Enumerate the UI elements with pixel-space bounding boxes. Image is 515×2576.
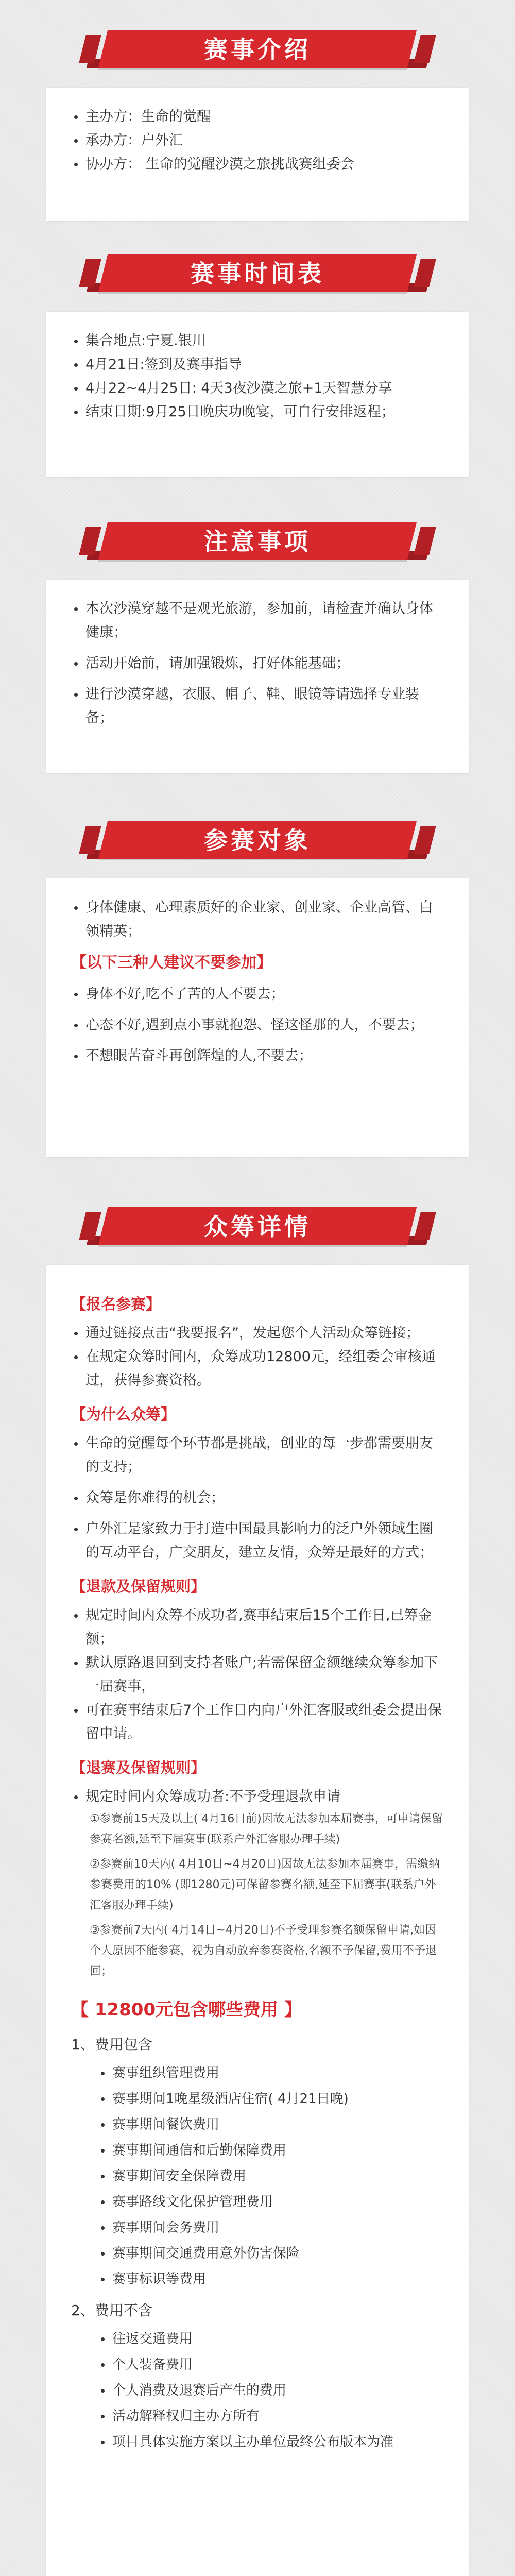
list-item: 身体健康、心理素质好的企业家、创业家、企业高管、白领精英； [71, 896, 444, 943]
list-item: 活动开始前，请加强锻炼，打好体能基础； [71, 652, 444, 675]
fee-item: 个人消费及退赛后产生的费用 [71, 2378, 444, 2403]
list-item: 规定时间内众筹成功者:不予受理退款申请 [71, 1785, 444, 1809]
list-item: 本次沙漠穿越不是观光旅游，参加前，请检查并确认身体健康； [71, 597, 444, 645]
fee-item: 赛事路线文化保护管理费用 [71, 2189, 444, 2215]
fee-item: 赛事期间交通费用意外伤害保险 [71, 2241, 444, 2266]
section-title: 赛事介绍 [204, 36, 311, 63]
included-label: 1、费用包含 [71, 2036, 152, 2053]
withdraw-note: ②参赛前10天内( 4月10日~4月20日)因故无法参加本届赛事，需缴纳参赛费用的10% (即1280元)可保留参赛名额,延至下届赛事(联系户外汇客服办理手续) [90, 1858, 440, 1912]
crowdfund-card [46, 1265, 469, 2576]
fee-heading: 【 12800元包含哪些费用 】 [71, 1999, 302, 2020]
list-item: 规定时间内众筹不成功者,赛事结束后15个工作日,已筹金额； [71, 1604, 444, 1651]
section-title: 注意事项 [204, 528, 311, 555]
list-item: 不想眼苦奋斗再创辉煌的人,不要去； [71, 1044, 444, 1068]
withdraw-note: ③参赛前7天内( 4月14日~4月20日)不予受理参赛名额保留申请,如因个人原因不能参赛，视为自动放弃参赛资格,名额不予保留,费用不予退回； [90, 1924, 437, 1978]
section-header-intro [0, 21, 515, 77]
list-item: 承办方：户外汇 [71, 129, 444, 152]
list-item: 进行沙漠穿越，衣服、帽子、鞋、眼镜等请选择专业装备； [71, 683, 444, 730]
subheading-withdraw: 【退赛及保留规则】 [71, 1759, 206, 1776]
subheading-refund: 【退款及保留规则】 [71, 1578, 206, 1595]
list-item: 默认原路退回到支持者账户;若需保留金额继续众筹参加下一届赛事， [71, 1651, 444, 1699]
intro-card [46, 88, 469, 221]
schedule-card [46, 312, 469, 477]
section-title: 赛事时间表 [191, 260, 324, 287]
fee-item: 个人装备费用 [71, 2352, 444, 2378]
list-item: 身体不好,吃不了苦的人不要去； [71, 982, 444, 1006]
fee-item: 活动解释权归主办方所有 [71, 2403, 444, 2429]
list-item: 户外汇是家致力于打造中国最具影响力的泛户外领域生圈的互动平台，广交朋友，建立友情，众筹是最好的方式； [71, 1517, 444, 1565]
fee-item: 赛事期间安全保障费用 [71, 2163, 444, 2189]
list-item: 众筹是你难得的机会； [71, 1486, 444, 1510]
subheading-signup: 【报名参赛】 [71, 1295, 161, 1313]
list-item: 4月22~4月25日: 4天3夜沙漠之旅+1天智慧分享 [71, 377, 444, 400]
fee-item: 项目具体实施方案以主办单位最终公布版本为准 [71, 2429, 444, 2455]
fee-item: 赛事组织管理费用 [71, 2060, 444, 2086]
list-item: 结束日期:9月25日晚庆功晚宴，可自行安排返程； [71, 400, 444, 424]
fee-item: 往返交通费用 [71, 2326, 444, 2352]
section-header-schedule [0, 245, 515, 301]
section-title: 参赛对象 [204, 826, 311, 854]
section-title: 众筹详情 [204, 1213, 311, 1241]
fee-item: 赛事期间通信和后勤保障费用 [71, 2138, 444, 2163]
audience-card [46, 878, 469, 1157]
list-item: 主办方：生命的觉醒 [71, 105, 444, 129]
withdraw-note: ①参赛前15天及以上( 4月16日前)因故无法参加本届赛事，可申请保留参赛名额,延至下届赛事(联系户外汇客服办理手续) [90, 1812, 443, 1846]
warning-heading: 【以下三种人建议不要参加】 [71, 954, 272, 972]
subheading-why: 【为什么众筹】 [71, 1405, 176, 1423]
list-item: 在规定众筹时间内，众筹成功12800元，经组委会审核通过，获得参赛资格。 [71, 1345, 444, 1393]
excluded-label: 2、费用不含 [71, 2302, 152, 2319]
section-header-notes [0, 513, 515, 569]
section-header-crowdfund [0, 1198, 515, 1255]
fee-item: 赛事期间餐饮费用 [71, 2112, 444, 2138]
list-item: 协办方： 生命的觉醒沙漠之旅挑战赛组委会 [71, 152, 444, 176]
fee-item: 赛事标识等费用 [71, 2266, 444, 2292]
list-item: 集合地点:宁夏.银川 [71, 329, 444, 353]
list-item: 4月21日:签到及赛事指导 [71, 353, 444, 377]
fee-item: 赛事期间1晚星级酒店住宿( 4月21日晚) [71, 2086, 444, 2112]
section-header-audience [0, 811, 515, 868]
fee-item: 赛事期间会务费用 [71, 2215, 444, 2241]
list-item: 可在赛事结束后7个工作日内向户外汇客服或组委会提出保留申请。 [71, 1699, 444, 1746]
notes-card [46, 580, 469, 773]
list-item: 通过链接点击“我要报名”，发起您个人活动众筹链接； [71, 1321, 444, 1345]
list-item: 生命的觉醒每个环节都是挑战，创业的每一步都需要朋友的支持； [71, 1432, 444, 1479]
list-item: 心态不好,遇到点小事就抱怨、怪这怪那的人，不要去； [71, 1013, 444, 1037]
